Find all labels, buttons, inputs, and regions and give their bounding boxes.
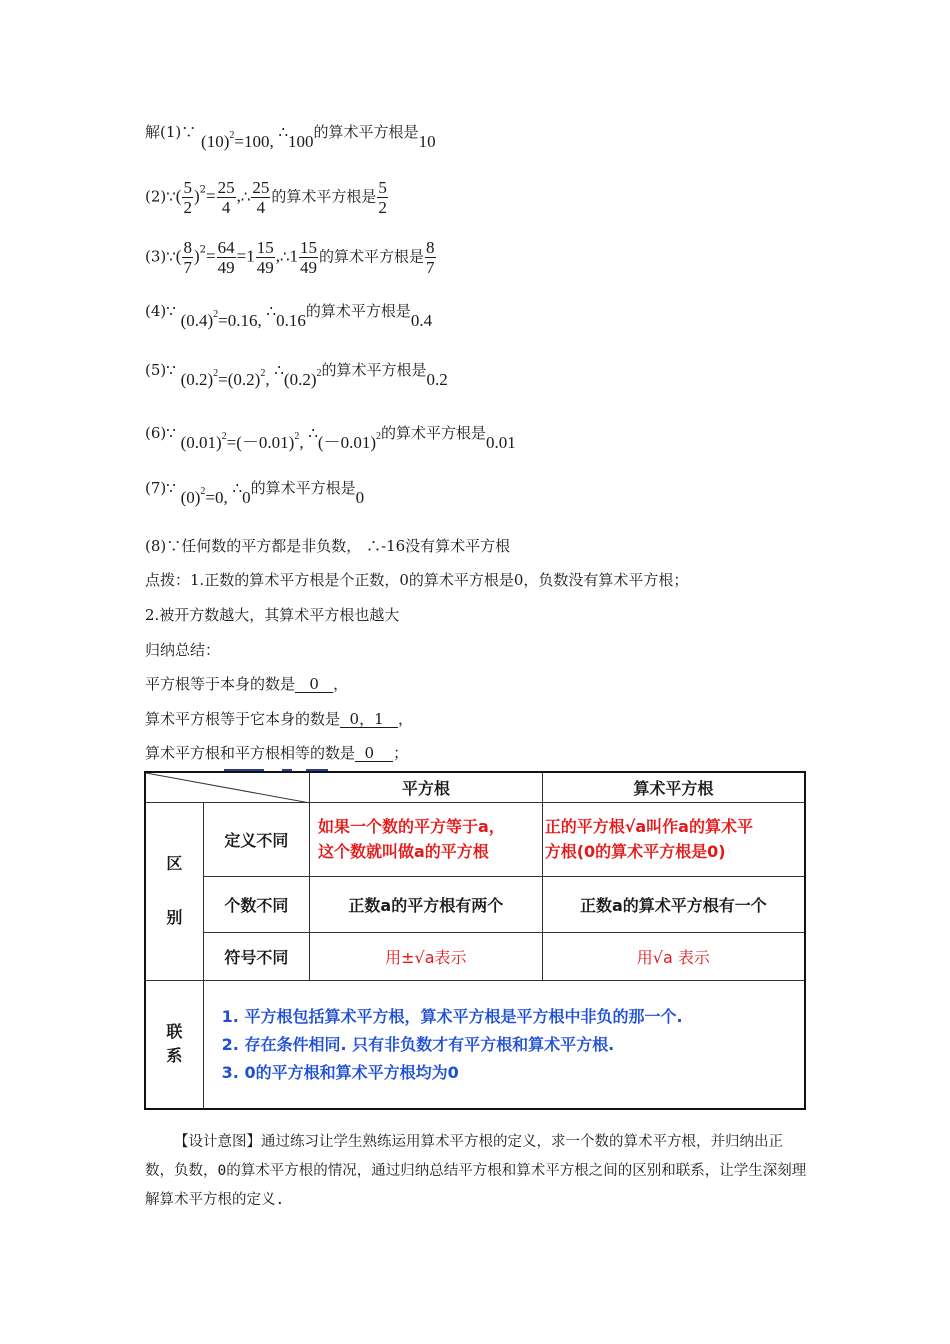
- fraction: $\frac{15}{49}$: [256, 238, 274, 277]
- answer: $\frac{5}{2}$: [378, 178, 387, 217]
- equation: $(0.4)^2=0.16$,: [180, 309, 262, 330]
- answer-blank: 0: [295, 675, 334, 693]
- therefore-symbol: ∴: [308, 424, 318, 442]
- therefore-symbol: ∴: [274, 361, 284, 379]
- design-intent: 【设计意图】通过练习让学生熟练运用算术平方根的定义，求一个数的算术平方根，并归纳出正数，负数，0的算术平方根的情况，通过归纳总结平方根和算术平方根之间的区别和联系，让学生深刻理解算术平方根的定义.: [145, 1134, 807, 1208]
- phrase: 的算术平方根是: [319, 247, 425, 266]
- sign-square-root: 用±√a表示: [309, 932, 542, 980]
- phrase: 的算术平方根是: [250, 479, 356, 497]
- answer: 0.2: [426, 370, 448, 389]
- sign-arithmetic-root: 用√a 表示: [542, 932, 805, 980]
- therefore-symbol: ∴: [240, 187, 251, 206]
- item-number: (3): [145, 247, 167, 266]
- solution-7: [145, 476, 365, 507]
- radicand: 0.16: [276, 311, 306, 330]
- radicand: $(-0.01)^2$: [317, 431, 381, 452]
- answer: 0.01: [486, 433, 516, 452]
- count-arithmetic-root: 正数a的算术平方根有一个: [542, 876, 805, 932]
- definition-arithmetic-root: 正的平方根√a叫作a的算术平 方根(0的算术平方根是0): [542, 802, 805, 876]
- header-square-root: 平方根: [309, 772, 542, 802]
- radicand: 0: [242, 488, 251, 507]
- summary-heading: 归纳总结：: [145, 641, 221, 659]
- because-symbol: ∵: [166, 187, 176, 206]
- answer: $\frac{8}{7}$: [426, 238, 435, 277]
- radicand: $(0.2)^2$: [283, 368, 322, 389]
- because-symbol: ∵: [166, 302, 176, 320]
- diagonal-header-cell: [145, 772, 309, 802]
- row-label-count: 个数不同: [203, 876, 309, 932]
- phrase: 的算术平方根是: [271, 187, 377, 206]
- answer-blank: 0: [355, 744, 394, 762]
- therefore-symbol: ∴: [278, 123, 289, 141]
- item-number: (5): [145, 361, 167, 379]
- because-symbol: ∵: [166, 247, 176, 266]
- fraction: $\frac{15}{49}$: [300, 238, 317, 277]
- because-symbol: ∵: [166, 424, 176, 442]
- diagonal-line: [146, 773, 309, 802]
- radicand: 100: [288, 132, 314, 151]
- answer: 0: [355, 488, 365, 507]
- row-label-definition: 定义不同: [203, 802, 309, 876]
- equation: $(0.01)^2=(-0.01)^2$,: [180, 431, 304, 452]
- phrase: 的算术平方根是: [321, 361, 427, 379]
- tip-line-2: 2.被开方数越大，其算术平方根也越大: [145, 606, 400, 624]
- group-difference: 区 别: [145, 802, 203, 980]
- item-number: (6): [145, 424, 167, 442]
- solution-4: [145, 299, 433, 330]
- tip-line-1: 点拨：1.正数的算术平方根是个正数，0的算术平方根是0，负数没有算术平方根；: [145, 571, 689, 589]
- answer: 0.4: [410, 311, 433, 330]
- therefore-symbol: ∴: [266, 302, 277, 320]
- answer: 10: [418, 132, 436, 151]
- header-arithmetic-root: 算术平方根: [542, 772, 805, 802]
- comparison-table: [144, 771, 806, 1110]
- solution-1: [145, 120, 436, 151]
- phrase: 的算术平方根是: [305, 302, 411, 320]
- item-number: (7): [145, 479, 167, 497]
- relation-content: [203, 980, 805, 1109]
- because-symbol: ∵: [166, 479, 176, 497]
- fraction: $\frac{5}{2}$: [183, 178, 192, 217]
- relation-item-2: 2. 存在条件相同. 只有非负数才有平方根和算术平方根.: [221, 1034, 615, 1054]
- solution-8: (8)∵任何数的平方都是非负数， ∴-16没有算术平方根: [145, 537, 511, 555]
- phrase: 的算术平方根是: [380, 424, 486, 442]
- group-relation: 联 系: [145, 980, 203, 1109]
- count-square-root: 正数a的平方根有两个: [309, 876, 542, 932]
- phrase: 的算术平方根是: [313, 123, 419, 141]
- fraction: $\frac{64}{49}$: [217, 238, 235, 277]
- solution-2: (2)∵( $\frac{5}{2}$ )$^2$= $\frac{25}{4}$ ,∴ $\frac{25}{4}$ 的算术平方根是 $\frac{5}{2}$: [145, 178, 387, 217]
- fraction: $\frac{25}{4}$: [217, 178, 235, 217]
- summary-q1: 平方根等于本身的数是 0 ，: [145, 675, 349, 693]
- summary-q3: 算术平方根和平方根相等的数是 0 ；: [145, 744, 409, 762]
- because-symbol: ∵: [166, 361, 176, 379]
- row-label-sign: 符号不同: [203, 932, 309, 980]
- therefore-symbol: ∴: [279, 247, 290, 266]
- item-number: (4): [145, 302, 167, 320]
- equation: $(0)^2=0$,: [180, 486, 228, 507]
- solution-6: [145, 418, 516, 452]
- therefore-symbol: ∴: [232, 479, 243, 497]
- item-number: 解(1): [145, 123, 182, 141]
- solution-5: [145, 358, 448, 389]
- fraction: $\frac{8}{7}$: [183, 238, 192, 277]
- fraction: $\frac{25}{4}$: [252, 178, 270, 217]
- solution-3: (3)∵( $\frac{8}{7}$ )$^2$= $\frac{64}{49}$ =1 $\frac{15}{49}$ ,∴1 $\frac{15}{49}$ 的算术平方根是 $\frac{8}{7}$: [145, 238, 435, 277]
- summary-q2: 算术平方根等于它本身的数是 0，1 ，: [145, 710, 413, 728]
- item-number: (2): [145, 187, 167, 206]
- because-symbol: ∵: [181, 123, 197, 141]
- relation-item-1: 1. 平方根包括算术平方根，算术平方根是平方根中非负的那一个.: [221, 1006, 683, 1026]
- equation: $(0.2)^2=(0.2)^2$,: [180, 368, 270, 389]
- definition-square-root: 如果一个数的平方等于a， 这个数就叫做a的平方根: [309, 802, 542, 876]
- equation: $(10)^2=100$,: [201, 130, 274, 151]
- relation-item-3: 3. 0的平方根和算术平方根均为0: [221, 1062, 459, 1082]
- answer-blank: 0，1: [340, 710, 398, 728]
